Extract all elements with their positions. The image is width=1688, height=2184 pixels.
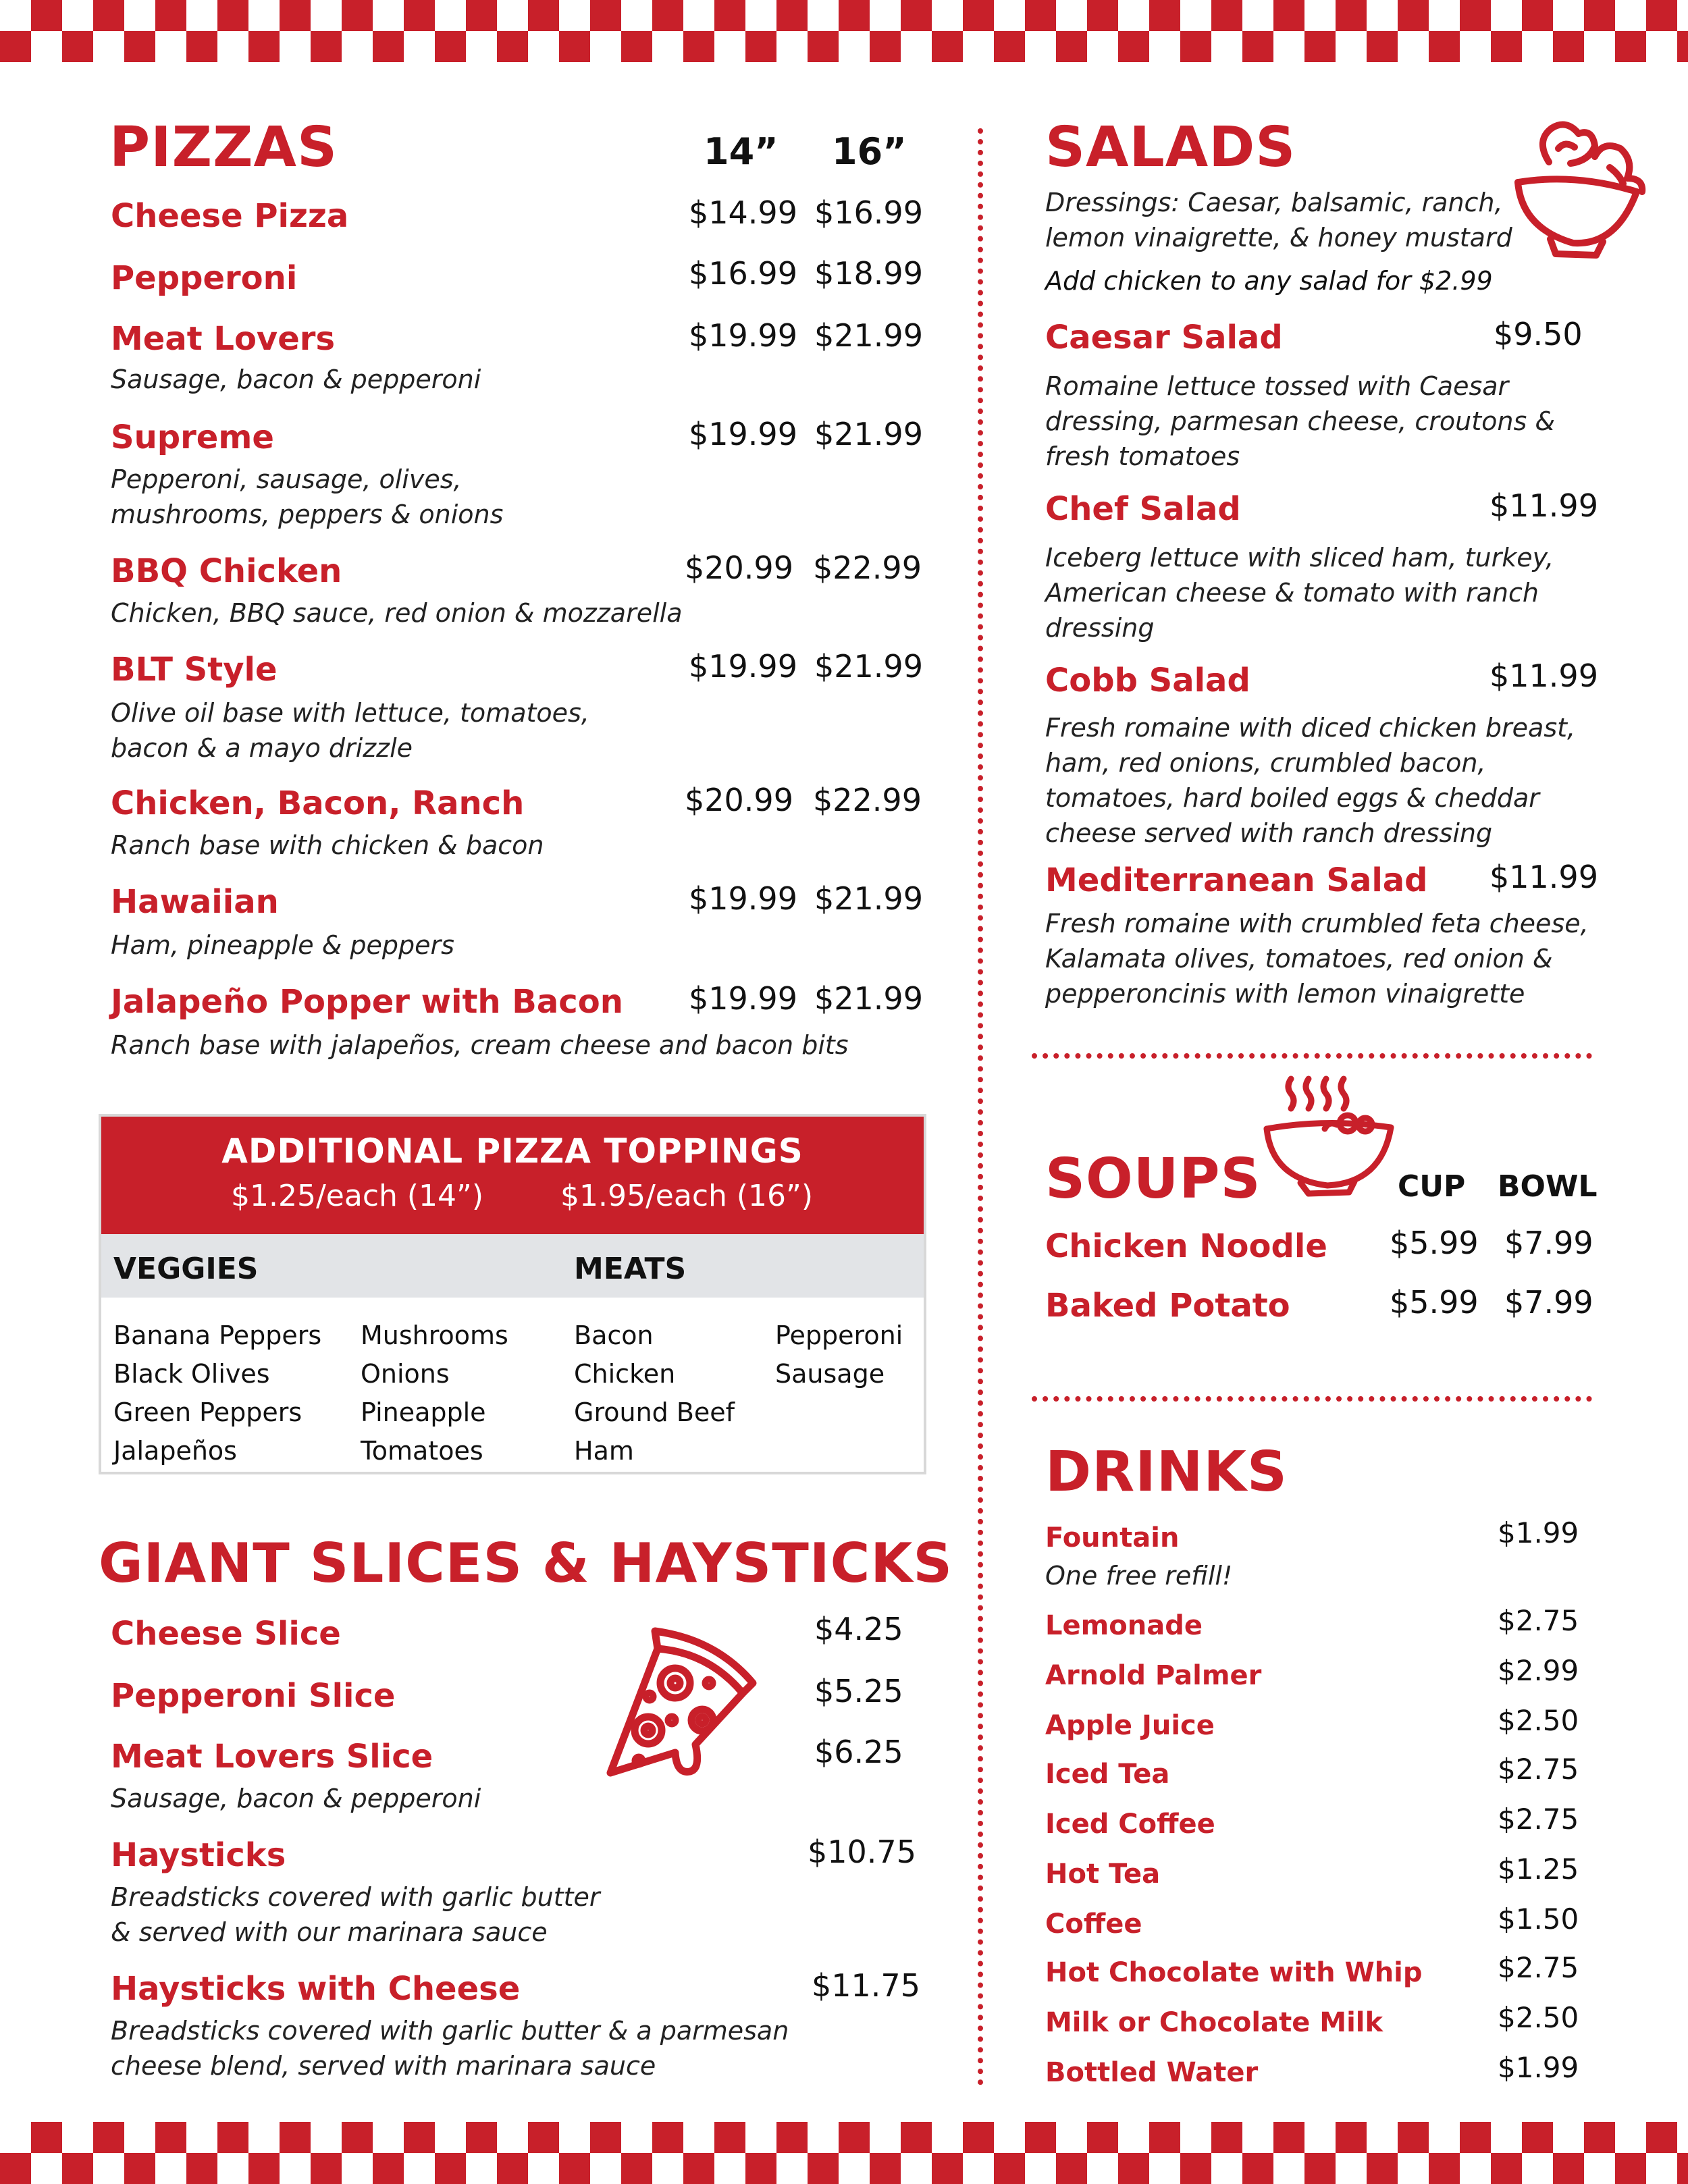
salad-price: $9.50 xyxy=(1494,316,1583,352)
topping-item: Onions xyxy=(361,1359,450,1389)
topping-item: Banana Peppers xyxy=(113,1321,322,1350)
pizza-price-14: $19.99 xyxy=(689,648,797,685)
column-divider xyxy=(978,128,983,2086)
drink-name: Apple Juice xyxy=(1045,1710,1215,1741)
meats-list-2 xyxy=(775,1316,903,1393)
soup-price-cup: $5.99 xyxy=(1390,1225,1479,1261)
slice-name: Haysticks xyxy=(111,1836,286,1874)
section-divider-soups-drinks xyxy=(1032,1396,1592,1402)
soups-title: SOUPS xyxy=(1045,1147,1261,1211)
slice-price: $11.75 xyxy=(812,1967,920,2004)
slice-description: Sausage, bacon & pepperoni xyxy=(111,1784,481,1813)
pizza-price-14: $20.99 xyxy=(685,550,793,586)
salad-name: Caesar Salad xyxy=(1045,319,1283,356)
pizza-price-16: $18.99 xyxy=(814,255,923,292)
drink-name: Lemonade xyxy=(1045,1610,1203,1641)
drink-price: $2.75 xyxy=(1498,1753,1579,1786)
drink-price: $1.99 xyxy=(1498,1516,1579,1549)
topping-item: Sausage xyxy=(775,1359,885,1389)
veggies-label: VEGGIES xyxy=(113,1252,259,1286)
salad-price: $11.99 xyxy=(1489,487,1598,524)
pizza-name: BLT Style xyxy=(111,651,278,689)
drink-price: $2.50 xyxy=(1498,1704,1579,1737)
pizza-name: BBQ Chicken xyxy=(111,552,342,590)
drink-description: One free refill! xyxy=(1045,1561,1233,1591)
slice-price: $5.25 xyxy=(814,1673,903,1709)
slice-name: Meat Lovers Slice xyxy=(111,1738,433,1776)
topping-item: Chicken xyxy=(574,1359,676,1389)
slice-price: $4.25 xyxy=(814,1611,903,1647)
pizza-price-16: $21.99 xyxy=(814,980,923,1017)
pizza-description: Pepperoni, sausage, olives, mushrooms, peppers & onions xyxy=(111,464,504,529)
pizza-name: Meat Lovers xyxy=(111,320,336,358)
pizza-price-16: $21.99 xyxy=(814,416,923,452)
drink-name: Hot Tea xyxy=(1045,1859,1161,1890)
pizza-name: Hawaiian xyxy=(111,883,279,921)
salad-name: Mediterranean Salad xyxy=(1045,861,1428,899)
drink-name: Iced Coffee xyxy=(1045,1809,1215,1840)
pizza-description: Chicken, BBQ sauce, red onion & mozzarella xyxy=(111,598,683,628)
salad-description: Iceberg lettuce with sliced ham, turkey, American cheese & tomato with ranch dressing xyxy=(1045,543,1554,643)
pizza-price-16: $22.99 xyxy=(813,550,922,586)
pizza-description: Olive oil base with lettuce, tomatoes, bacon & a mayo drizzle xyxy=(111,698,589,763)
pizza-price-16: $21.99 xyxy=(814,880,923,917)
salad-price: $11.99 xyxy=(1489,658,1598,694)
slice-description: Breadsticks covered with garlic butter & a parmesan cheese blend, served with marinara sauce xyxy=(111,2016,789,2081)
salads-title: SALADS xyxy=(1045,115,1296,180)
slice-name: Cheese Slice xyxy=(111,1615,341,1653)
drink-name: Iced Tea xyxy=(1045,1759,1170,1790)
pizza-price-14: $19.99 xyxy=(689,880,797,917)
topping-item: Tomatoes xyxy=(361,1436,483,1466)
drink-name: Milk or Chocolate Milk xyxy=(1045,2007,1383,2038)
topping-item: Ground Beef xyxy=(574,1397,735,1427)
topping-item: Black Olives xyxy=(113,1359,270,1389)
size-16-header: 16” xyxy=(832,130,907,173)
add-chicken-note: Add chicken to any salad for $2.99 xyxy=(1045,266,1493,296)
salad-description: Fresh romaine with crumbled feta cheese, Kalamata olives, tomatoes, red onion & pepperoncinis with lemon vinaigrette xyxy=(1045,909,1589,1009)
bowl-header: BOWL xyxy=(1498,1169,1598,1204)
salad-description: Romaine lettuce tossed with Caesar dressing, parmesan cheese, croutons & fresh tomatoes xyxy=(1045,371,1555,471)
toppings-price-14: $1.25/each (14”) xyxy=(231,1179,483,1213)
topping-item: Ham xyxy=(574,1436,634,1466)
pizza-description: Ranch base with chicken & bacon xyxy=(111,830,544,860)
topping-item: Green Peppers xyxy=(113,1397,302,1427)
toppings-category-band xyxy=(101,1234,924,1298)
toppings-header xyxy=(101,1117,924,1234)
pizza-price-14: $19.99 xyxy=(689,317,797,354)
pizza-slice-icon xyxy=(601,1619,763,1788)
drink-name: Bottled Water xyxy=(1045,2057,1259,2088)
soup-name: Baked Potato xyxy=(1045,1287,1290,1325)
pizza-price-14: $14.99 xyxy=(689,194,797,231)
slices-title: GIANT SLICES & HAYSTICKS xyxy=(99,1532,953,1595)
pizza-description: Sausage, bacon & pepperoni xyxy=(111,365,481,394)
topping-item: Mushrooms xyxy=(361,1321,508,1350)
drink-name: Fountain xyxy=(1045,1522,1180,1553)
pizza-price-16: $21.99 xyxy=(814,648,923,685)
size-14-header: 14” xyxy=(704,130,779,173)
pizza-name: Supreme xyxy=(111,419,274,456)
slice-price: $10.75 xyxy=(808,1834,916,1870)
soup-price-bowl: $7.99 xyxy=(1504,1284,1593,1321)
meats-label: MEATS xyxy=(574,1252,687,1286)
salad-bowl-icon xyxy=(1508,113,1650,261)
toppings-price-16: $1.95/each (16”) xyxy=(560,1179,813,1213)
pizza-name: Pepperoni xyxy=(111,259,298,297)
soup-bowl-icon xyxy=(1260,1071,1395,1199)
drink-price: $1.99 xyxy=(1498,2051,1579,2084)
slice-description: Breadsticks covered with garlic butter & served with our marinara sauce xyxy=(111,1882,600,1947)
pizza-name: Jalapeño Popper with Bacon xyxy=(111,983,623,1021)
pizza-price-16: $16.99 xyxy=(814,194,923,231)
salad-description: Fresh romaine with diced chicken breast, ham, red onions, crumbled bacon, tomatoes, hard boiled eggs & cheddar cheese served with ranch dressing xyxy=(1045,713,1576,848)
pizza-price-14: $16.99 xyxy=(689,255,797,292)
pizza-price-14: $20.99 xyxy=(685,782,793,818)
topping-item: Pineapple xyxy=(361,1397,486,1427)
salad-price: $11.99 xyxy=(1489,859,1598,895)
toppings-title: ADDITIONAL PIZZA TOPPINGS xyxy=(221,1131,803,1171)
soup-price-cup: $5.99 xyxy=(1390,1284,1479,1321)
slice-name: Haysticks with Cheese xyxy=(111,1970,521,2008)
veggies-list-1 xyxy=(113,1316,321,1470)
pizza-price-16: $21.99 xyxy=(814,317,923,354)
drink-name: Arnold Palmer xyxy=(1045,1660,1262,1691)
drink-price: $2.75 xyxy=(1498,1803,1579,1836)
salad-dressings-note: Dressings: Caesar, balsamic, ranch, lemon vinaigrette, & honey mustard xyxy=(1045,188,1512,252)
soup-name: Chicken Noodle xyxy=(1045,1227,1327,1265)
drink-price: $2.50 xyxy=(1498,2001,1579,2034)
pizzas-title: PIZZAS xyxy=(109,115,338,180)
topping-item: Jalapeños xyxy=(113,1436,237,1466)
checker-border-top xyxy=(0,0,1688,62)
drink-price: $1.25 xyxy=(1498,1853,1579,1886)
checker-border-bottom xyxy=(0,2122,1688,2184)
section-divider-salads-soups xyxy=(1032,1053,1592,1059)
soup-price-bowl: $7.99 xyxy=(1504,1225,1593,1261)
pizza-name: Cheese Pizza xyxy=(111,197,349,235)
veggies-list-2 xyxy=(361,1316,508,1470)
topping-item: Pepperoni xyxy=(775,1321,903,1350)
meats-list-1 xyxy=(574,1316,735,1470)
drink-price: $2.75 xyxy=(1498,1951,1579,1984)
pizza-description: Ham, pineapple & peppers xyxy=(111,930,454,960)
slice-price: $6.25 xyxy=(814,1734,903,1770)
pizza-price-14: $19.99 xyxy=(689,980,797,1017)
pizza-price-16: $22.99 xyxy=(813,782,922,818)
salad-name: Cobb Salad xyxy=(1045,662,1250,699)
drink-name: Coffee xyxy=(1045,1909,1142,1940)
drink-name: Hot Chocolate with Whip xyxy=(1045,1957,1423,1988)
drink-price: $2.99 xyxy=(1498,1654,1579,1687)
slice-name: Pepperoni Slice xyxy=(111,1677,396,1715)
cup-header: CUP xyxy=(1398,1169,1466,1204)
salad-name: Chef Salad xyxy=(1045,490,1241,528)
pizza-name: Chicken, Bacon, Ranch xyxy=(111,784,525,822)
topping-item: Bacon xyxy=(574,1321,654,1350)
drinks-title: DRINKS xyxy=(1045,1440,1288,1504)
pizza-description: Ranch base with jalapeños, cream cheese and bacon bits xyxy=(111,1030,849,1060)
toppings-table xyxy=(99,1114,926,1474)
pizza-price-14: $19.99 xyxy=(689,416,797,452)
drink-price: $2.75 xyxy=(1498,1604,1579,1637)
drink-price: $1.50 xyxy=(1498,1902,1579,1936)
